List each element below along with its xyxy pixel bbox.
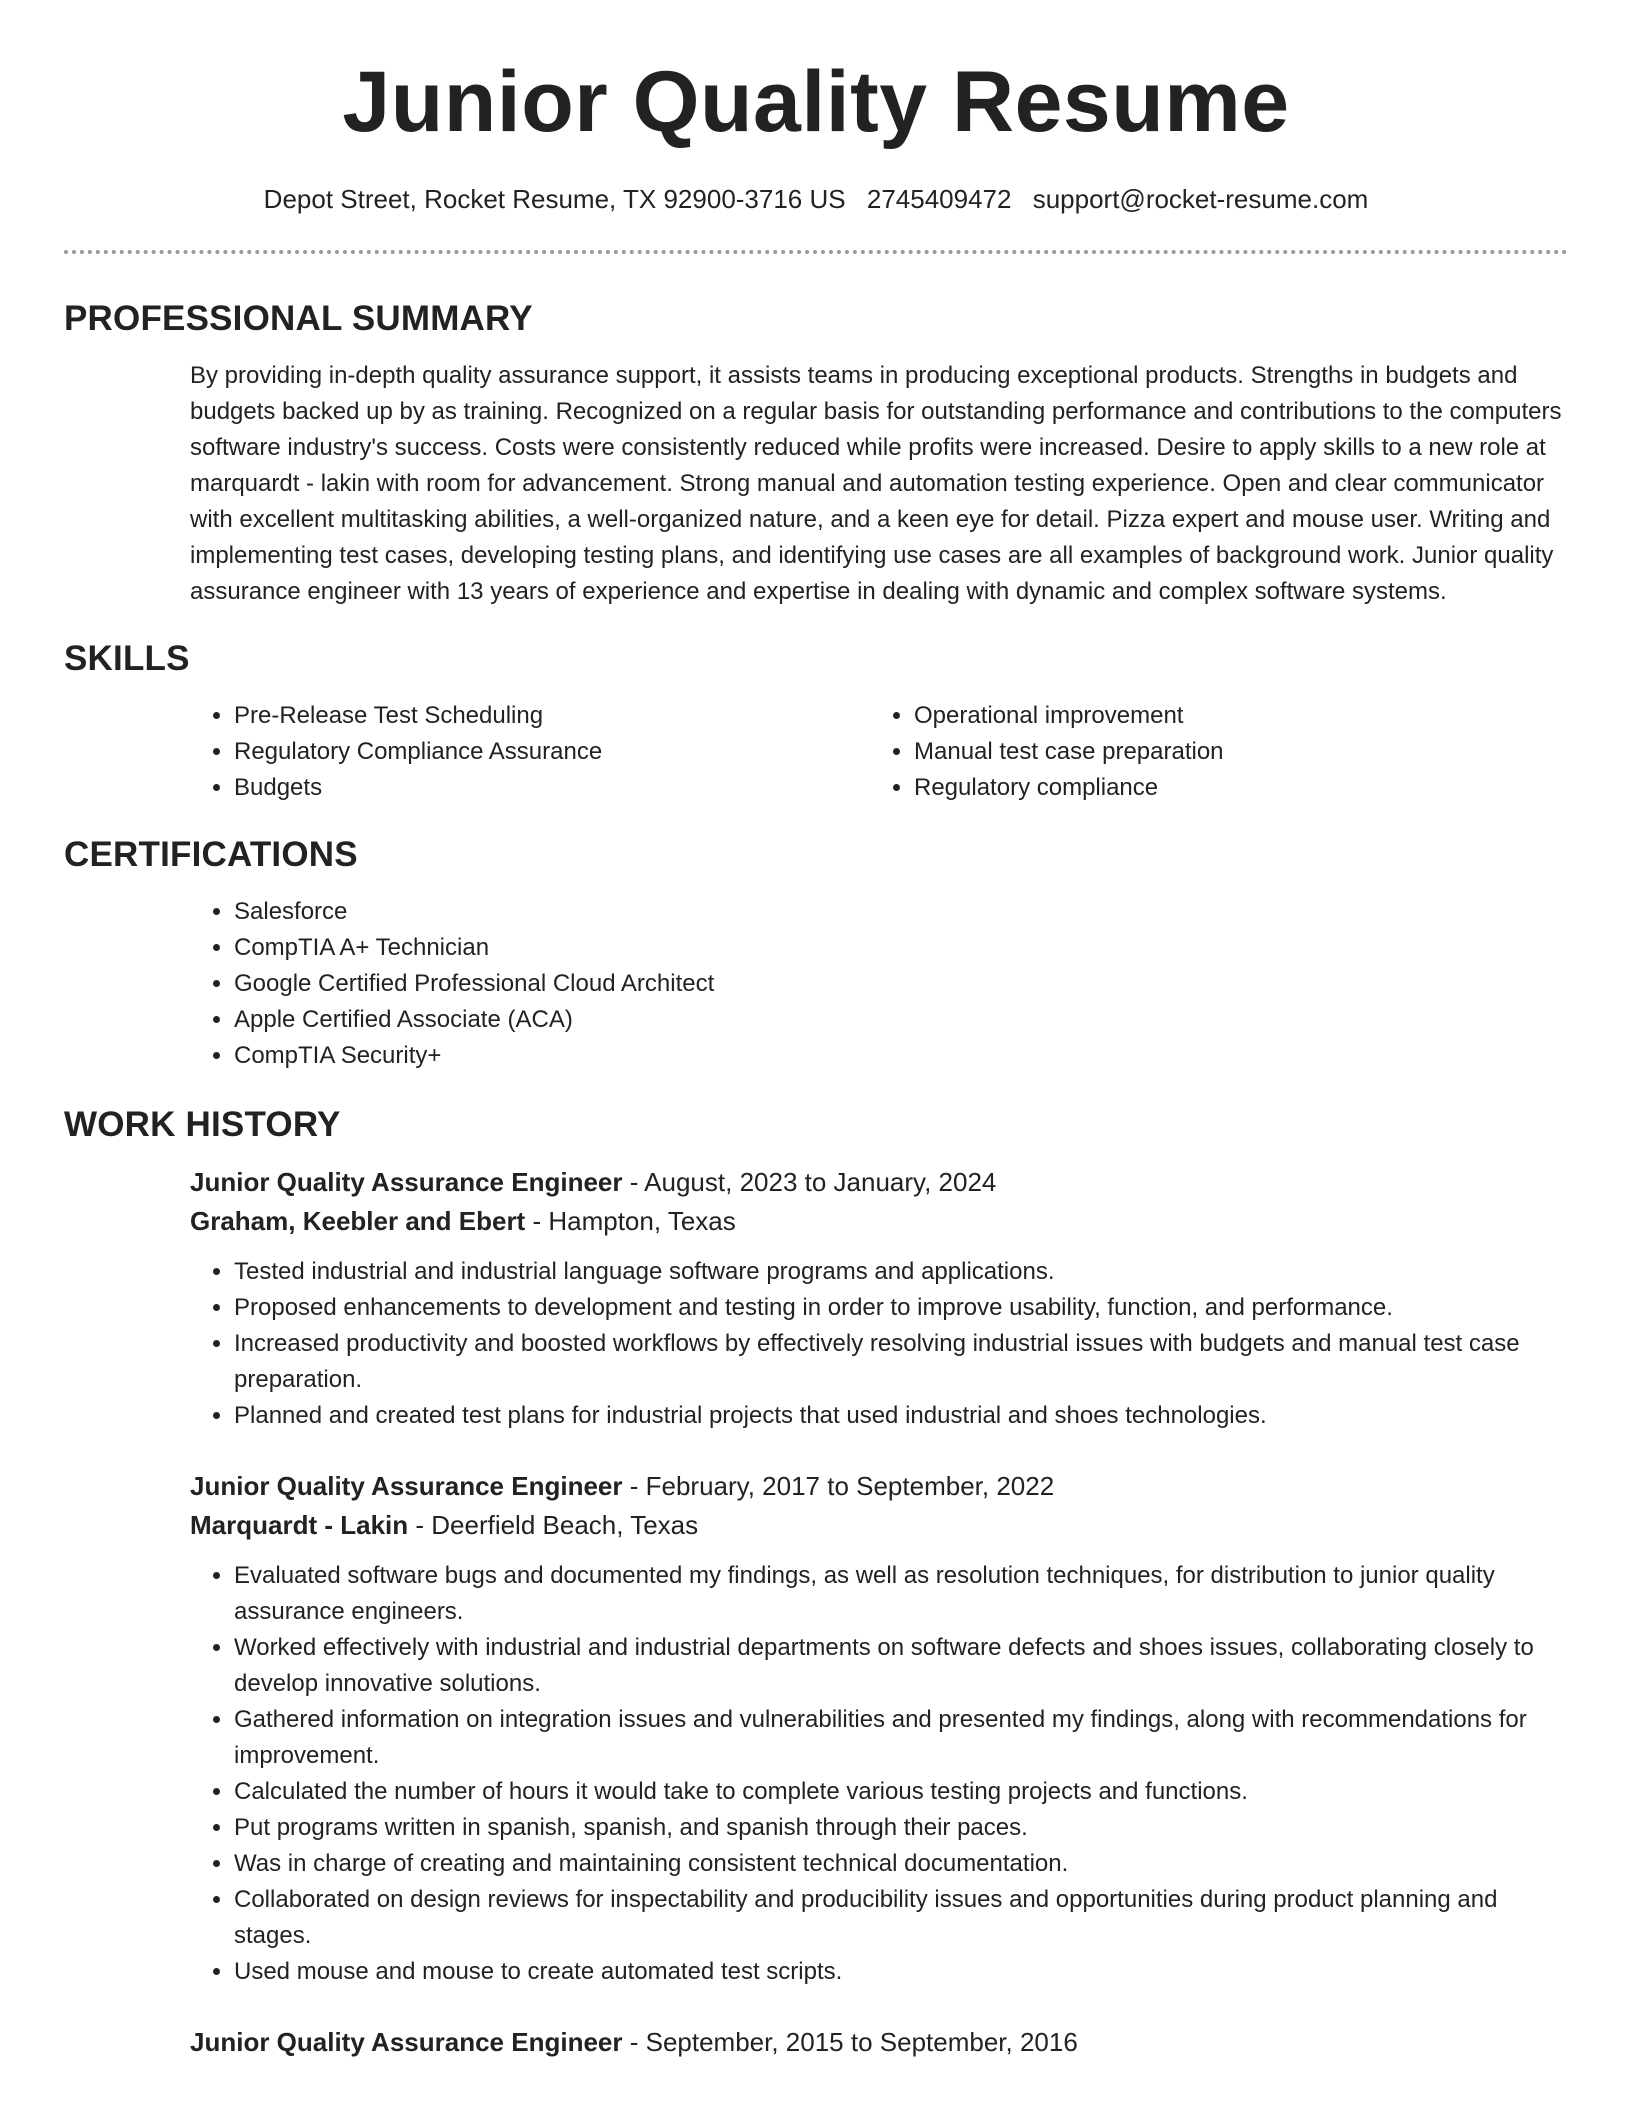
contact-address: Depot Street, Rocket Resume, TX 92900-3716 US <box>263 184 846 214</box>
job-title: Junior Quality Assurance Engineer <box>190 2027 623 2057</box>
job-title-line <box>190 1466 1568 1506</box>
job-location: - Hampton, Texas <box>525 1206 736 1236</box>
skill-item: • Operational improvement <box>914 698 1550 734</box>
job-company-line <box>190 1202 1568 1240</box>
job-bullet: • Put programs written in spanish, spanish, and spanish through their paces. <box>234 1810 1568 1846</box>
job-entry <box>190 1162 1568 1434</box>
job-title-line <box>190 1162 1568 1202</box>
skill-item: • Regulatory Compliance Assurance <box>234 734 870 770</box>
certification-item: • Google Certified Professional Cloud Architect <box>234 966 1568 1002</box>
job-bullet: • Evaluated software bugs and documented my findings, as well as resolution techniques, for distribution to junior quality assurance engineers. <box>234 1558 1568 1630</box>
job-bullet: • Proposed enhancements to development and testing in order to improve usability, function, and performance. <box>234 1290 1568 1326</box>
resume-name: Junior Quality Resume <box>342 54 1290 150</box>
certifications-section <box>190 894 1568 1074</box>
summary-heading: PROFESSIONAL SUMMARY <box>64 299 533 338</box>
job-title-line <box>190 2022 1568 2062</box>
summary-text: By providing in-depth quality assurance support, it assists teams in producing exceptional products. Strengths in budgets and budgets backed up by as training. Recognized on a regular basis for outstanding performance and contributions to the computers software industry's success. Costs were consistently reduced while profits were increased. Desire to apply skills to a new role at marquardt - lakin with room for advancement. Strong manual and automation testing experience. Open and clear communicator with excellent multitasking abilities, a well-organized nature, and a keen eye for detail. Pizza expert and mouse user. Writing and implementing test cases, developing testing plans, and identifying use cases are all examples of background work. Junior quality assurance engineer with 13 years of experience and expertise in dealing with dynamic and complex software systems. <box>190 362 1562 605</box>
certification-item: • Salesforce <box>234 894 1568 930</box>
certifications-list <box>190 894 1568 1074</box>
job-bullet: • Planned and created test plans for industrial projects that used industrial and shoes technologies. <box>234 1398 1568 1434</box>
contact-email: support@rocket-resume.com <box>1032 184 1369 214</box>
job-dates: - August, 2023 to January, 2024 <box>622 1167 997 1197</box>
certifications-heading: CERTIFICATIONS <box>64 835 358 874</box>
job-dates: - February, 2017 to September, 2022 <box>622 1471 1055 1501</box>
skill-item: • Pre-Release Test Scheduling <box>234 698 870 734</box>
job-entry <box>190 1466 1568 1990</box>
skill-item: • Budgets <box>234 770 870 806</box>
skills-list-left <box>190 698 870 806</box>
job-company-line <box>190 1506 1568 1544</box>
work-history-section <box>190 1162 1568 2062</box>
skills-section <box>190 698 1568 806</box>
job-bullet: • Was in charge of creating and maintaining consistent technical documentation. <box>234 1846 1568 1882</box>
certification-item: • CompTIA Security+ <box>234 1038 1568 1074</box>
job-dates: - September, 2015 to September, 2016 <box>622 2027 1078 2057</box>
job-bullet: • Collaborated on design reviews for inspectability and producibility issues and opportunities during product planning and stages. <box>234 1882 1568 1954</box>
contact-line <box>0 180 1632 218</box>
certification-item: • CompTIA A+ Technician <box>234 930 1568 966</box>
skills-heading: SKILLS <box>64 639 190 678</box>
work-history-heading: WORK HISTORY <box>64 1105 341 1144</box>
job-location: - Deerfield Beach, Texas <box>408 1510 699 1540</box>
job-bullet: • Gathered information on integration issues and vulnerabilities and presented my findings, along with recommendations for improvement. <box>234 1702 1568 1774</box>
job-title: Junior Quality Assurance Engineer <box>190 1167 623 1197</box>
job-bullets <box>190 1558 1568 1990</box>
job-title: Junior Quality Assurance Engineer <box>190 1471 623 1501</box>
job-bullet: • Increased productivity and boosted workflows by effectively resolving industrial issues with budgets and manual test case preparation. <box>234 1326 1568 1398</box>
job-bullet: • Calculated the number of hours it would take to complete various testing projects and functions. <box>234 1774 1568 1810</box>
job-company: Marquardt - Lakin <box>190 1510 409 1540</box>
job-bullet: • Worked effectively with industrial and industrial departments on software defects and shoes issues, collaborating closely to develop innovative solutions. <box>234 1630 1568 1702</box>
contact-phone: 2745409472 <box>866 184 1012 214</box>
job-company: Graham, Keebler and Ebert <box>190 1206 526 1236</box>
job-bullet: • Used mouse and mouse to create automated test scripts. <box>234 1954 1568 1990</box>
summary-section <box>190 358 1568 610</box>
skills-list-right <box>870 698 1550 806</box>
skill-item: • Manual test case preparation <box>914 734 1550 770</box>
job-entry <box>190 2022 1568 2062</box>
job-bullets <box>190 1254 1568 1434</box>
header-divider <box>64 250 1568 254</box>
skill-item: • Regulatory compliance <box>914 770 1550 806</box>
resume-content <box>64 290 1568 2062</box>
job-bullet: • Tested industrial and industrial language software programs and applications. <box>234 1254 1568 1290</box>
certification-item: • Apple Certified Associate (ACA) <box>234 1002 1568 1038</box>
skills-grid <box>190 698 1568 806</box>
